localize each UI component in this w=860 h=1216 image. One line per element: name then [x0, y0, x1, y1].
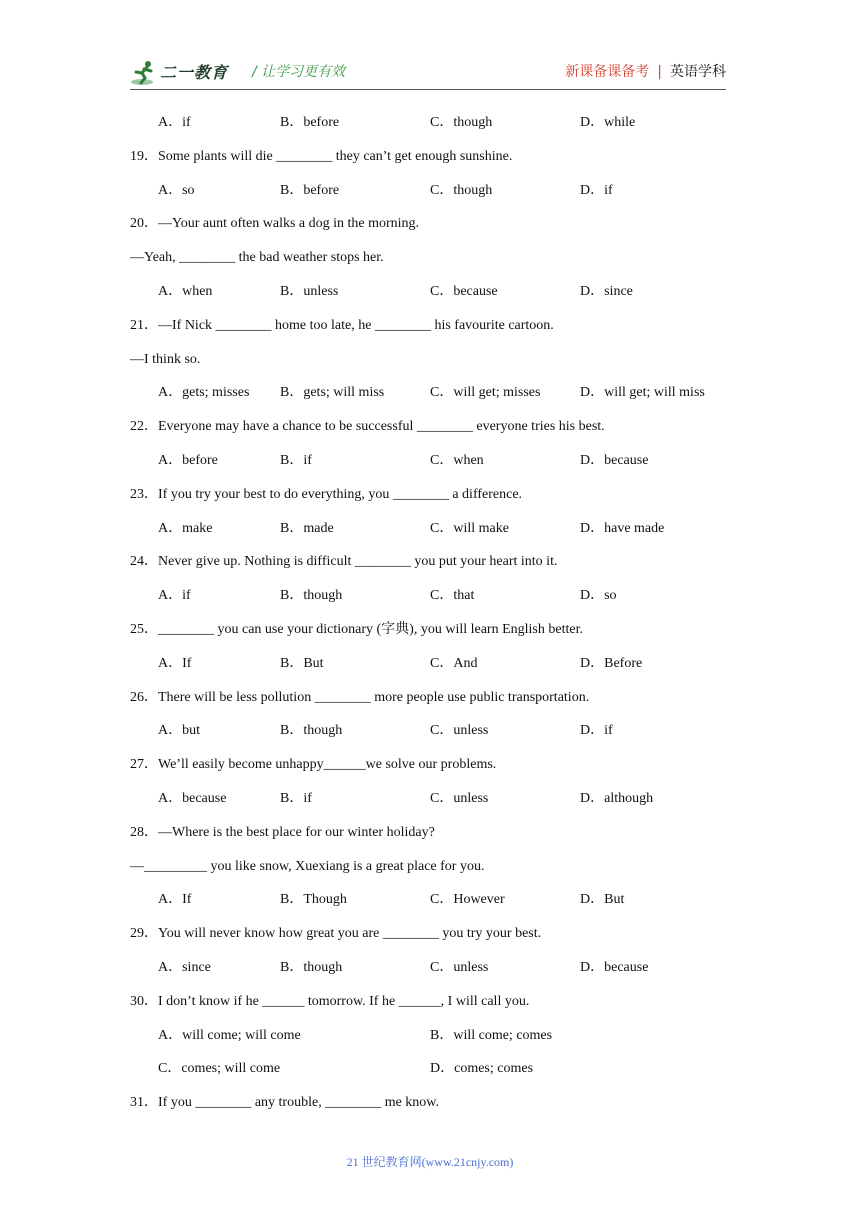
answer-option: A．because	[158, 790, 227, 806]
answer-option: B．will come; comes	[430, 1027, 553, 1043]
options-row	[130, 782, 730, 816]
header-slogan: / 让学习更有效	[252, 64, 346, 80]
answer-option: B．though	[280, 723, 343, 739]
question-text: —_________ you like snow, Xuexiang is a great place for you.	[130, 858, 485, 874]
question-text: 27．We’ll easily become unhappy______we solve our problems.	[130, 757, 497, 773]
answer-option: A．before	[158, 452, 218, 468]
answer-option: B．unless	[280, 283, 339, 299]
header-subject	[565, 61, 726, 81]
answer-option: C．when	[430, 452, 484, 468]
header-subject-label: 英语学科	[670, 64, 726, 80]
answer-option: A．so	[158, 182, 195, 198]
answer-option: D．since	[580, 283, 633, 299]
answer-option: A．If	[158, 655, 192, 671]
answer-option: C．unless	[430, 959, 489, 975]
question-text: 28．—Where is the best place for our winter holiday?	[130, 824, 435, 840]
answer-option: D．so	[580, 588, 617, 604]
runner-logo-icon	[130, 58, 160, 88]
answer-option: A．make	[158, 520, 213, 536]
page-footer: 21 世纪教育网(www.21cnjy.com)	[346, 1155, 514, 1169]
question-text: 31．If you ________ any trouble, ________ me know.	[130, 1095, 439, 1111]
answer-option: A．gets; misses	[158, 385, 250, 401]
answer-option: D．if	[580, 723, 613, 739]
options-row	[130, 1052, 730, 1086]
answer-option: C．unless	[430, 723, 489, 739]
answer-option: D．But	[580, 892, 625, 908]
options-row	[130, 275, 730, 309]
answer-option: B．if	[280, 452, 312, 468]
answer-option: C．will get; misses	[430, 385, 541, 401]
answer-option: D．while	[580, 115, 636, 130]
answer-option: C．unless	[430, 790, 489, 806]
question-text: 26．There will be less pollution ________ more people use public transportation.	[130, 689, 590, 705]
answer-option: B．made	[280, 520, 334, 536]
page-header	[130, 58, 726, 88]
options-row	[130, 951, 730, 985]
answer-option: B．Though	[280, 892, 347, 908]
question-text: 25．________ you can use your dictionary (字典), you will learn English better.	[130, 621, 583, 637]
answer-option: B．though	[280, 588, 343, 604]
header-divider	[130, 89, 726, 90]
answer-option: B．gets; will miss	[280, 385, 385, 401]
question-text: 23．If you try your best to do everything, you ________ a difference.	[130, 486, 523, 502]
answer-option: B．if	[280, 790, 312, 806]
answer-option: A．when	[158, 283, 213, 299]
answer-option: A．If	[158, 892, 192, 908]
question-text: —Yeah, ________ the bad weather stops her.	[130, 250, 384, 266]
answer-option: D．although	[580, 790, 654, 806]
question-text: 19．Some plants will die ________ they can’t get enough sunshine.	[130, 148, 513, 164]
answer-option: C．that	[430, 588, 475, 604]
answer-option: B．before	[280, 115, 340, 130]
answer-option: D．because	[580, 959, 649, 975]
answer-option: C．will make	[430, 520, 509, 536]
options-row	[130, 174, 730, 208]
answer-option: D．Before	[580, 655, 643, 671]
answer-option: A．if	[158, 588, 191, 604]
answer-option: A．will come; will come	[158, 1027, 301, 1043]
options-row	[130, 1019, 730, 1053]
answer-option: C．comes; will come	[158, 1061, 281, 1077]
question-text: 22．Everyone may have a chance to be successful ________ everyone tries his best.	[130, 419, 605, 435]
question-text: —I think so.	[130, 351, 201, 367]
question-list	[130, 106, 730, 1120]
question-text: 30．I don’t know if he ______ tomorrow. If he ______, I will call you.	[130, 993, 530, 1009]
options-row	[130, 444, 730, 478]
options-row	[130, 714, 730, 748]
answer-option: C．And	[430, 655, 478, 671]
options-row	[130, 106, 730, 140]
answer-option: B．though	[280, 959, 343, 975]
answer-option: A．but	[158, 723, 200, 739]
answer-option: B．before	[280, 182, 340, 198]
header-course-label: 新课备课备考	[565, 64, 650, 80]
answer-option: B．But	[280, 655, 324, 671]
header-separator: |	[657, 64, 662, 80]
options-row	[130, 376, 730, 410]
answer-option: C．because	[430, 283, 498, 299]
question-text: 24．Never give up. Nothing is difficult ________ you put your heart into it.	[130, 554, 558, 570]
answer-option: A．if	[158, 115, 191, 130]
answer-option: D．because	[580, 452, 649, 468]
answer-option: D．have made	[580, 520, 665, 536]
options-row	[130, 883, 730, 917]
answer-option: C．though	[430, 115, 493, 130]
answer-option: D．if	[580, 182, 613, 198]
answer-option: A．since	[158, 959, 211, 975]
answer-option: D．will get; will miss	[580, 385, 705, 401]
logo	[130, 58, 240, 88]
logo-text: 二一教育	[160, 63, 229, 82]
answer-option: C．However	[430, 892, 505, 908]
question-text: 20．—Your aunt often walks a dog in the morning.	[130, 216, 420, 232]
options-row	[130, 512, 730, 546]
question-text: 29．You will never know how great you are ________ you try your best.	[130, 926, 542, 942]
answer-option: D．comes; comes	[430, 1061, 534, 1077]
options-row	[130, 579, 730, 613]
answer-option: C．though	[430, 182, 493, 198]
question-text: 21．—If Nick ________ home too late, he ________ his favourite cartoon.	[130, 317, 554, 333]
options-row	[130, 647, 730, 681]
